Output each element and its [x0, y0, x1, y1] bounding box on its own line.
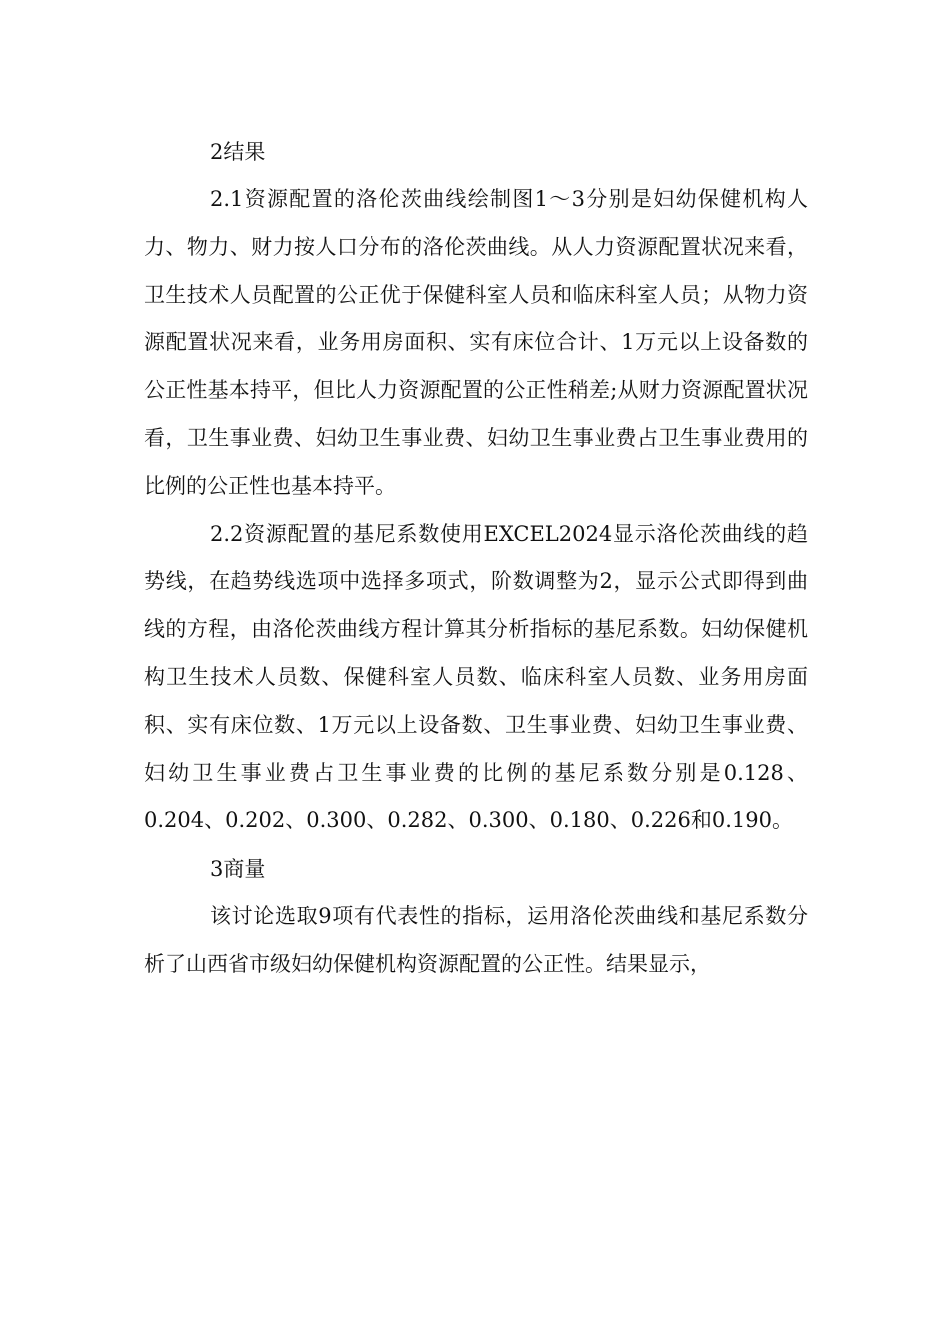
paragraph-discussion: 该讨论选取9项有代表性的指标，运用洛伦茨曲线和基尼系数分析了山西省市级妇幼保健机构资源配置的公正性。结果显示，: [144, 904, 808, 976]
paragraph-lorenz-curve: 2.1资源配置的洛伦茨曲线绘制图1～3分别是妇幼保健机构人力、物力、财力按人口分布的洛伦茨曲线。从人力资源配置状况来看，卫生技术人员配置的公正优于保健科室人员和临床科室人员；从物力资源配置状况来看，业务用房面积、实有床位合计、1万元以上设备数的公正性基本持平，但比人力资源配置的公正性稍差;从财力资源配置状况看，卫生事业费、妇幼卫生事业费、妇幼卫生事业费占卫生事业费用的比例的公正性也基本持平。: [144, 187, 808, 498]
section-heading-discussion: 3商量: [210, 857, 266, 882]
document-body: [144, 128, 808, 989]
paragraph-gini-coefficient: 2.2资源配置的基尼系数使用EXCEL2024显示洛伦茨曲线的趋势线，在趋势线选项中选择多项式，阶数调整为2，显示公式即得到曲线的方程，由洛伦茨曲线方程计算其分析指标的基尼系数。妇幼保健机构卫生技术人员数、保健科室人员数、临床科室人员数、业务用房面积、实有床位数、1万元以上设备数、卫生事业费、妇幼卫生事业费、妇幼卫生事业费占卫生事业费的比例的基尼系数分别是0.128、0.204、0.202、0.300、0.282、0.300、0.180、0.226和0.190。: [144, 521, 808, 833]
section-heading-results: 2结果: [210, 140, 266, 164]
